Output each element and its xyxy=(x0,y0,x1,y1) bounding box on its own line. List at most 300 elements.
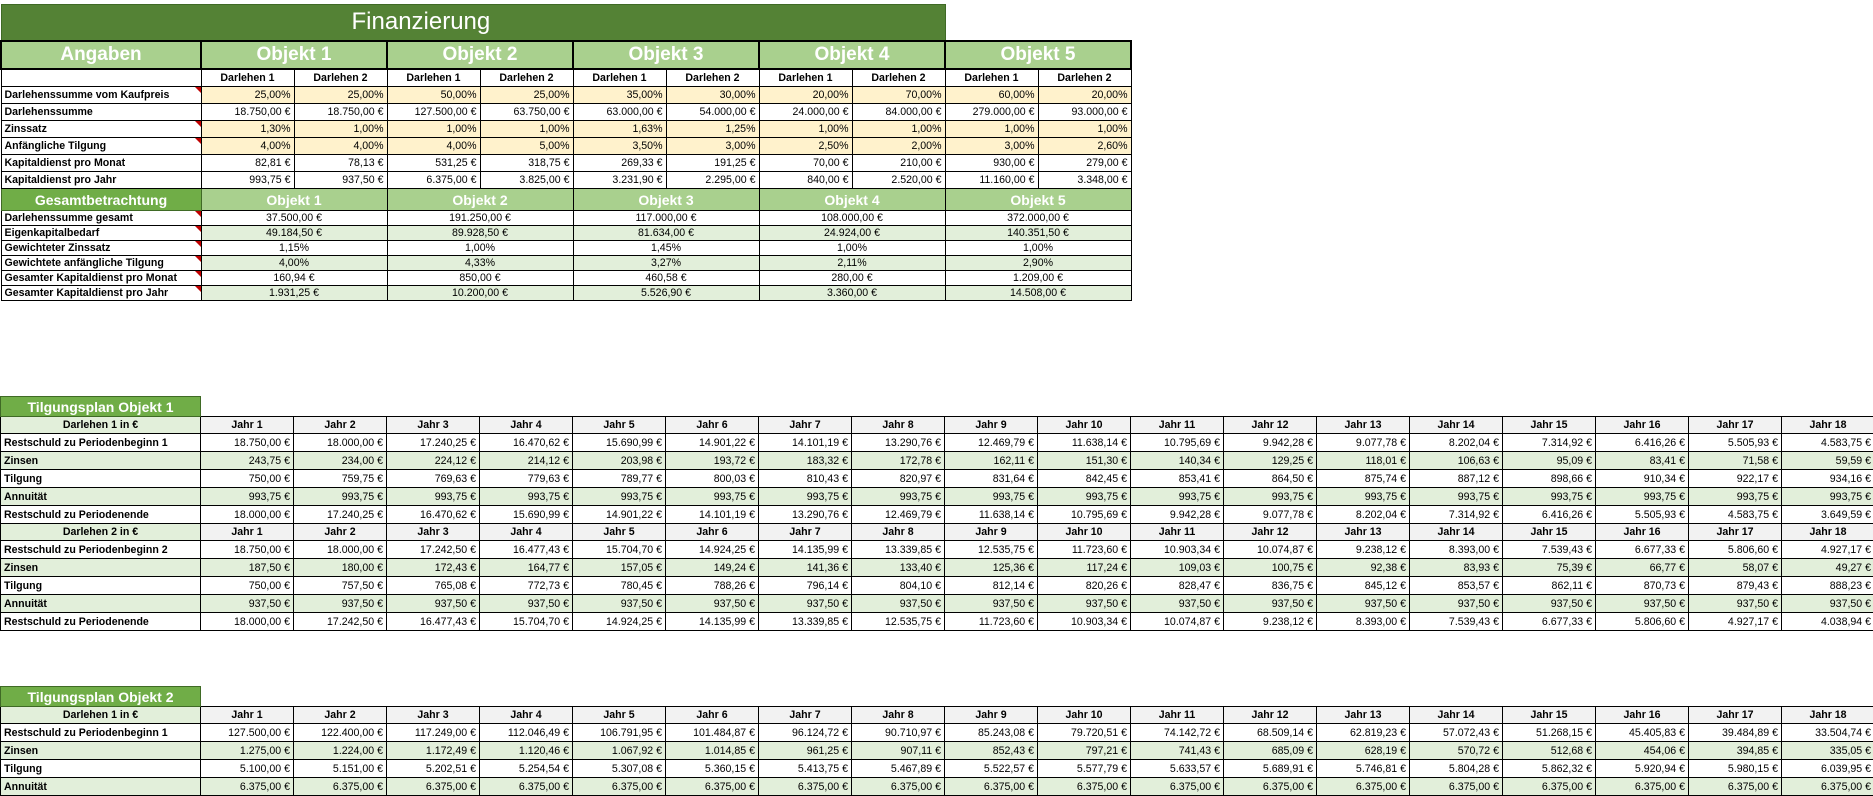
input-row-label: Kapitaldienst pro Jahr xyxy=(1,172,201,189)
plan-cell: 5.467,89 € xyxy=(852,760,945,778)
input-cell[interactable]: 1,00% xyxy=(759,121,852,138)
plan-cell: 16.477,43 € xyxy=(480,541,573,559)
plan-cell: 1.120,46 € xyxy=(480,742,573,760)
plan-cell: 7.539,43 € xyxy=(1410,613,1503,631)
plan-row xyxy=(1,559,1873,577)
year-header: Jahr 16 xyxy=(1596,417,1689,434)
year-header: Jahr 2 xyxy=(294,707,387,724)
plan-cell: 922,17 € xyxy=(1689,470,1782,488)
plan-cell: 937,50 € xyxy=(387,595,480,613)
plan-row-label: Restschuld zu Periodenbeginn 1 xyxy=(1,724,201,742)
plan-cell: 836,75 € xyxy=(1224,577,1317,595)
loan-section-header: Darlehen 2 in € xyxy=(1,524,201,541)
year-header: Jahr 6 xyxy=(666,707,759,724)
calculated-cell: 930,00 € xyxy=(945,155,1038,172)
plan-cell: 193,72 € xyxy=(666,452,759,470)
year-header: Jahr 9 xyxy=(945,417,1038,434)
gesamt-cell: 37.500,00 € xyxy=(201,211,387,226)
plan-cell: 117,24 € xyxy=(1038,559,1131,577)
input-cell[interactable]: 70,00% xyxy=(852,87,945,104)
plan-cell: 214,12 € xyxy=(480,452,573,470)
plan-cell: 6.375,00 € xyxy=(1503,778,1596,796)
input-cell[interactable]: 1,00% xyxy=(945,121,1038,138)
loan-label-spacer xyxy=(1,69,201,87)
plan-cell: 4.927,17 € xyxy=(1782,541,1873,559)
plan-cell: 164,77 € xyxy=(480,559,573,577)
plan-cell: 828,47 € xyxy=(1131,577,1224,595)
input-cell[interactable]: 1,30% xyxy=(201,121,294,138)
plan-cell: 6.375,00 € xyxy=(1689,778,1782,796)
plan-cell: 820,26 € xyxy=(1038,577,1131,595)
year-header: Jahr 18 xyxy=(1782,707,1873,724)
calculated-cell: 6.375,00 € xyxy=(387,172,480,189)
plan-cell: 937,50 € xyxy=(1596,595,1689,613)
plan-cell: 937,50 € xyxy=(1317,595,1410,613)
year-header: Jahr 8 xyxy=(852,707,945,724)
calculated-cell: 279.000,00 € xyxy=(945,104,1038,121)
calculated-cell: 18.750,00 € xyxy=(294,104,387,121)
plan-cell: 5.505,93 € xyxy=(1596,506,1689,524)
calculated-cell: 70,00 € xyxy=(759,155,852,172)
gesamt-cell: 108.000,00 € xyxy=(759,211,945,226)
plan-cell: 757,50 € xyxy=(294,577,387,595)
gesamt-cell: 1,00% xyxy=(945,241,1131,256)
gesamt-object-header-1: Objekt 1 xyxy=(201,189,387,211)
plan-cell: 5.804,28 € xyxy=(1410,760,1503,778)
input-cell[interactable]: 1,00% xyxy=(480,121,573,138)
gesamt-cell: 2,11% xyxy=(759,256,945,271)
plan-year-header-row xyxy=(1,707,1873,724)
loan-label: Darlehen 2 xyxy=(480,69,573,87)
gesamt-row xyxy=(1,226,1131,241)
calculated-cell: 3.231,90 € xyxy=(573,172,666,189)
plan-cell: 800,03 € xyxy=(666,470,759,488)
plan-cell: 6.375,00 € xyxy=(1224,778,1317,796)
plan-cell: 33.504,74 € xyxy=(1782,724,1873,742)
gesamt-cell: 81.634,00 € xyxy=(573,226,759,241)
plan-cell: 13.339,85 € xyxy=(759,613,852,631)
plan-cell: 162,11 € xyxy=(945,452,1038,470)
input-cell[interactable]: 3,50% xyxy=(573,138,666,155)
plan-cell: 907,11 € xyxy=(852,742,945,760)
plan-row-label: Zinsen xyxy=(1,742,201,760)
input-cell[interactable]: 1,00% xyxy=(387,121,480,138)
year-header: Jahr 13 xyxy=(1317,524,1410,541)
year-header: Jahr 11 xyxy=(1131,524,1224,541)
plan-row xyxy=(1,760,1873,778)
plan-title-row xyxy=(1,397,1873,417)
plan-cell: 5.151,00 € xyxy=(294,760,387,778)
plan-row xyxy=(1,434,1873,452)
input-cell[interactable]: 3,00% xyxy=(945,138,1038,155)
year-header: Jahr 10 xyxy=(1038,707,1131,724)
plan-cell: 16.470,62 € xyxy=(480,434,573,452)
input-cell[interactable]: 1,25% xyxy=(666,121,759,138)
year-header: Jahr 9 xyxy=(945,707,1038,724)
input-cell[interactable]: 1,00% xyxy=(294,121,387,138)
plan-cell: 993,75 € xyxy=(1503,488,1596,506)
plan-cell: 993,75 € xyxy=(1782,488,1873,506)
plan-cell: 879,43 € xyxy=(1689,577,1782,595)
input-row xyxy=(1,87,1131,104)
plan-cell: 853,57 € xyxy=(1410,577,1503,595)
plan-cell: 45.405,83 € xyxy=(1596,724,1689,742)
plan-cell: 5.920,94 € xyxy=(1596,760,1689,778)
plan-cell: 14.101,19 € xyxy=(666,506,759,524)
plan-cell: 937,50 € xyxy=(1038,595,1131,613)
year-header: Jahr 14 xyxy=(1410,417,1503,434)
input-cell[interactable]: 20,00% xyxy=(759,87,852,104)
year-header: Jahr 4 xyxy=(480,417,573,434)
plan-cell: 1.172,49 € xyxy=(387,742,480,760)
input-cell[interactable]: 25,00% xyxy=(480,87,573,104)
plan-cell: 993,75 € xyxy=(294,488,387,506)
input-cell[interactable]: 4,00% xyxy=(387,138,480,155)
input-cell[interactable]: 60,00% xyxy=(945,87,1038,104)
plan-cell: 5.577,79 € xyxy=(1038,760,1131,778)
year-header: Jahr 4 xyxy=(480,707,573,724)
gesamt-cell: 1,00% xyxy=(387,241,573,256)
input-cell[interactable]: 25,00% xyxy=(294,87,387,104)
plan-cell: 11.723,60 € xyxy=(945,613,1038,631)
loan-label: Darlehen 1 xyxy=(387,69,480,87)
plan-cell: 5.689,91 € xyxy=(1224,760,1317,778)
plan-cell: 4.038,94 € xyxy=(1782,613,1873,631)
loan-label: Darlehen 1 xyxy=(945,69,1038,87)
plan-row xyxy=(1,488,1873,506)
calculated-cell: 82,81 € xyxy=(201,155,294,172)
plan-cell: 5.505,93 € xyxy=(1689,434,1782,452)
plan-cell: 203,98 € xyxy=(573,452,666,470)
year-header: Jahr 17 xyxy=(1689,417,1782,434)
plan-cell: 15.704,70 € xyxy=(480,613,573,631)
gesamt-row-label: Gesamter Kapitaldienst pro Jahr xyxy=(1,286,201,301)
plan-cell: 4.583,75 € xyxy=(1689,506,1782,524)
plan-cell: 804,10 € xyxy=(852,577,945,595)
year-header: Jahr 12 xyxy=(1224,707,1317,724)
plan-cell: 6.375,00 € xyxy=(1410,778,1503,796)
year-header: Jahr 9 xyxy=(945,524,1038,541)
year-header: Jahr 10 xyxy=(1038,417,1131,434)
plan-cell: 1.275,00 € xyxy=(201,742,294,760)
plan-row-label: Annuität xyxy=(1,488,201,506)
plan-row xyxy=(1,452,1873,470)
gesamt-cell: 280,00 € xyxy=(759,271,945,286)
plan-cell: 993,75 € xyxy=(1224,488,1317,506)
year-header: Jahr 11 xyxy=(1131,707,1224,724)
plan-cell: 3.649,59 € xyxy=(1782,506,1873,524)
plan-cell: 937,50 € xyxy=(852,595,945,613)
gesamt-cell: 10.200,00 € xyxy=(387,286,573,301)
plan-cell: 5.633,57 € xyxy=(1131,760,1224,778)
year-header: Jahr 7 xyxy=(759,707,852,724)
calculated-cell: 937,50 € xyxy=(294,172,387,189)
year-header: Jahr 2 xyxy=(294,524,387,541)
plan-cell: 12.469,79 € xyxy=(852,506,945,524)
plan-cell: 993,75 € xyxy=(573,488,666,506)
input-row xyxy=(1,138,1131,155)
plan-cell: 68.509,14 € xyxy=(1224,724,1317,742)
year-header: Jahr 1 xyxy=(201,524,294,541)
plan-row-label: Zinsen xyxy=(1,559,201,577)
plan-cell: 759,75 € xyxy=(294,470,387,488)
loan-label: Darlehen 2 xyxy=(852,69,945,87)
plan-cell: 993,75 € xyxy=(945,488,1038,506)
plan-cell: 6.375,00 € xyxy=(666,778,759,796)
input-cell[interactable]: 2,60% xyxy=(1038,138,1131,155)
year-header: Jahr 5 xyxy=(573,707,666,724)
plan-cell: 750,00 € xyxy=(201,577,294,595)
plan-cell: 13.290,76 € xyxy=(759,506,852,524)
plan-cell: 10.795,69 € xyxy=(1131,434,1224,452)
input-cell[interactable]: 2,00% xyxy=(852,138,945,155)
plan-cell: 993,75 € xyxy=(387,488,480,506)
plan-year-header-row xyxy=(1,417,1873,434)
angaben-header: Angaben xyxy=(1,41,201,69)
plan-cell: 5.806,60 € xyxy=(1689,541,1782,559)
plan-cell: 13.290,76 € xyxy=(852,434,945,452)
calculated-cell: 840,00 € xyxy=(759,172,852,189)
input-row-label: Darlehenssumme xyxy=(1,104,201,121)
plan-cell: 454,06 € xyxy=(1596,742,1689,760)
plan-cell: 149,24 € xyxy=(666,559,759,577)
plan-cell: 993,75 € xyxy=(1131,488,1224,506)
gesamt-row xyxy=(1,256,1131,271)
plan-cell: 864,50 € xyxy=(1224,470,1317,488)
year-header: Jahr 15 xyxy=(1503,707,1596,724)
plan-title-row xyxy=(1,687,1873,707)
plan-cell: 685,09 € xyxy=(1224,742,1317,760)
plan-cell: 6.375,00 € xyxy=(1596,778,1689,796)
plan-cell: 14.101,19 € xyxy=(759,434,852,452)
calculated-cell: 84.000,00 € xyxy=(852,104,945,121)
plan-cell: 141,36 € xyxy=(759,559,852,577)
gesamt-cell: 89.928,50 € xyxy=(387,226,573,241)
plan-title: Tilgungsplan Objekt 2 xyxy=(1,687,201,707)
plan-cell: 62.819,23 € xyxy=(1317,724,1410,742)
plan-cell: 937,50 € xyxy=(1131,595,1224,613)
plan-cell: 570,72 € xyxy=(1410,742,1503,760)
gesamt-row-label: Gewichteter Zinssatz xyxy=(1,241,201,256)
plan-cell: 6.375,00 € xyxy=(201,778,294,796)
plan-cell: 14.901,22 € xyxy=(573,506,666,524)
plan-cell: 937,50 € xyxy=(1410,595,1503,613)
input-cell[interactable]: 4,00% xyxy=(201,138,294,155)
plan-cell: 8.202,04 € xyxy=(1410,434,1503,452)
plan-cell: 5.980,15 € xyxy=(1689,760,1782,778)
plan-cell: 58,07 € xyxy=(1689,559,1782,577)
plan-cell: 4.927,17 € xyxy=(1689,613,1782,631)
plan-cell: 6.375,00 € xyxy=(759,778,852,796)
plan-cell: 5.100,00 € xyxy=(201,760,294,778)
gesamt-cell: 1,45% xyxy=(573,241,759,256)
gesamt-row xyxy=(1,271,1131,286)
loan-section-header: Darlehen 1 in € xyxy=(1,707,201,724)
calculated-cell: 210,00 € xyxy=(852,155,945,172)
input-cell[interactable]: 3,00% xyxy=(666,138,759,155)
plan-cell: 937,50 € xyxy=(480,595,573,613)
year-header: Jahr 16 xyxy=(1596,524,1689,541)
plan-cell: 628,19 € xyxy=(1317,742,1410,760)
plan-cell: 6.677,33 € xyxy=(1503,613,1596,631)
gesamt-cell: 1.209,00 € xyxy=(945,271,1131,286)
loan-label: Darlehen 1 xyxy=(759,69,852,87)
plan-cell: 796,14 € xyxy=(759,577,852,595)
plan-cell: 6.375,00 € xyxy=(945,778,1038,796)
year-header: Jahr 18 xyxy=(1782,417,1873,434)
loan-label: Darlehen 2 xyxy=(1038,69,1131,87)
plan-cell: 810,43 € xyxy=(759,470,852,488)
input-cell[interactable]: 2,50% xyxy=(759,138,852,155)
plan-cell: 5.806,60 € xyxy=(1596,613,1689,631)
sheet-title: Finanzierung xyxy=(1,5,945,41)
year-header: Jahr 14 xyxy=(1410,707,1503,724)
year-header: Jahr 17 xyxy=(1689,524,1782,541)
plan-cell: 797,21 € xyxy=(1038,742,1131,760)
plan-cell: 14.135,99 € xyxy=(759,541,852,559)
input-row xyxy=(1,121,1131,138)
input-cell[interactable]: 1,00% xyxy=(852,121,945,138)
plan-cell: 180,00 € xyxy=(294,559,387,577)
plan-cell: 961,25 € xyxy=(759,742,852,760)
plan-year-header-row xyxy=(1,524,1873,541)
plan-cell: 937,50 € xyxy=(945,595,1038,613)
plan-cell: 15.704,70 € xyxy=(573,541,666,559)
plan-cell: 7.314,92 € xyxy=(1503,434,1596,452)
plan-cell: 820,97 € xyxy=(852,470,945,488)
plan-cell: 5.862,32 € xyxy=(1503,760,1596,778)
plan-cell: 17.240,25 € xyxy=(294,506,387,524)
gesamt-row xyxy=(1,286,1131,301)
input-cell[interactable]: 4,00% xyxy=(294,138,387,155)
loan-label: Darlehen 1 xyxy=(201,69,294,87)
loan-section-header: Darlehen 1 in € xyxy=(1,417,201,434)
plan-cell: 5.746,81 € xyxy=(1317,760,1410,778)
plan-cell: 83,93 € xyxy=(1410,559,1503,577)
gesamt-cell: 14.508,00 € xyxy=(945,286,1131,301)
year-header: Jahr 1 xyxy=(201,417,294,434)
plan-cell: 6.416,26 € xyxy=(1596,434,1689,452)
input-row-label: Anfängliche Tilgung xyxy=(1,138,201,155)
plan-cell: 937,50 € xyxy=(294,595,387,613)
plan-cell: 49,27 € xyxy=(1782,559,1873,577)
gesamt-cell: 49.184,50 € xyxy=(201,226,387,241)
plan-row xyxy=(1,724,1873,742)
loan-label: Darlehen 2 xyxy=(294,69,387,87)
input-cell[interactable]: 5,00% xyxy=(480,138,573,155)
year-header: Jahr 8 xyxy=(852,417,945,434)
plan-cell: 66,77 € xyxy=(1596,559,1689,577)
plan-cell: 157,05 € xyxy=(573,559,666,577)
plan-cell: 5.413,75 € xyxy=(759,760,852,778)
plan-cell: 112.046,49 € xyxy=(480,724,573,742)
plan-cell: 5.522,57 € xyxy=(945,760,1038,778)
gesamt-cell: 4,00% xyxy=(201,256,387,271)
input-cell[interactable]: 25,00% xyxy=(201,87,294,104)
year-header: Jahr 6 xyxy=(666,417,759,434)
input-cell[interactable]: 1,63% xyxy=(573,121,666,138)
plan-cell: 234,00 € xyxy=(294,452,387,470)
plan-cell: 6.375,00 € xyxy=(1782,778,1873,796)
plan-cell: 9.077,78 € xyxy=(1224,506,1317,524)
plan-cell: 11.638,14 € xyxy=(945,506,1038,524)
plan-cell: 6.039,95 € xyxy=(1782,760,1873,778)
plan-cell: 4.583,75 € xyxy=(1782,434,1873,452)
input-cell[interactable]: 1,00% xyxy=(1038,121,1131,138)
calculated-cell: 191,25 € xyxy=(666,155,759,172)
input-cell[interactable]: 20,00% xyxy=(1038,87,1131,104)
input-row xyxy=(1,104,1131,121)
plan-cell: 852,43 € xyxy=(945,742,1038,760)
plan-row-label: Tilgung xyxy=(1,577,201,595)
gesamt-cell: 3,27% xyxy=(573,256,759,271)
plan-cell: 187,50 € xyxy=(201,559,294,577)
plan-cell: 18.750,00 € xyxy=(201,541,294,559)
plan-cell: 75,39 € xyxy=(1503,559,1596,577)
plan-cell: 1.224,00 € xyxy=(294,742,387,760)
plan-cell: 11.638,14 € xyxy=(1038,434,1131,452)
plan-cell: 12.535,75 € xyxy=(852,613,945,631)
year-header: Jahr 5 xyxy=(573,417,666,434)
input-row xyxy=(1,155,1131,172)
plan-cell: 74.142,72 € xyxy=(1131,724,1224,742)
input-cell[interactable]: 35,00% xyxy=(573,87,666,104)
plan-cell: 92,38 € xyxy=(1317,559,1410,577)
plan-cell: 8.393,00 € xyxy=(1410,541,1503,559)
year-header: Jahr 16 xyxy=(1596,707,1689,724)
plan-cell: 335,05 € xyxy=(1782,742,1873,760)
input-cell[interactable]: 30,00% xyxy=(666,87,759,104)
plan-cell: 57.072,43 € xyxy=(1410,724,1503,742)
plan-row xyxy=(1,506,1873,524)
plan-cell: 993,75 € xyxy=(1410,488,1503,506)
plan-cell: 96.124,72 € xyxy=(759,724,852,742)
gesamt-cell: 160,94 € xyxy=(201,271,387,286)
plan-row-label: Restschuld zu Periodenbeginn 1 xyxy=(1,434,201,452)
plan-cell: 853,41 € xyxy=(1131,470,1224,488)
plan-cell: 769,63 € xyxy=(387,470,480,488)
plan-cell: 937,50 € xyxy=(759,595,852,613)
plan-cell: 15.690,99 € xyxy=(573,434,666,452)
plan-cell: 8.393,00 € xyxy=(1317,613,1410,631)
plan-cell: 845,12 € xyxy=(1317,577,1410,595)
year-header: Jahr 12 xyxy=(1224,524,1317,541)
loan-label: Darlehen 2 xyxy=(666,69,759,87)
plan-cell: 17.242,50 € xyxy=(387,541,480,559)
plan-cell: 118,01 € xyxy=(1317,452,1410,470)
loan-label: Darlehen 1 xyxy=(573,69,666,87)
plan-cell: 90.710,97 € xyxy=(852,724,945,742)
calculated-cell: 127.500,00 € xyxy=(387,104,480,121)
plan-cell: 125,36 € xyxy=(945,559,1038,577)
plan-cell: 765,08 € xyxy=(387,577,480,595)
plan-cell: 14.135,99 € xyxy=(666,613,759,631)
calculated-cell: 3.348,00 € xyxy=(1038,172,1131,189)
gesamt-cell: 117.000,00 € xyxy=(573,211,759,226)
gesamt-cell: 460,58 € xyxy=(573,271,759,286)
plan-cell: 129,25 € xyxy=(1224,452,1317,470)
calculated-cell: 24.000,00 € xyxy=(759,104,852,121)
gesamt-cell: 140.351,50 € xyxy=(945,226,1131,241)
plan-cell: 831,64 € xyxy=(945,470,1038,488)
object-header-2: Objekt 2 xyxy=(387,41,573,69)
plan-cell: 109,03 € xyxy=(1131,559,1224,577)
plan-cell: 993,75 € xyxy=(1317,488,1410,506)
plan-cell: 106,63 € xyxy=(1410,452,1503,470)
input-cell[interactable]: 50,00% xyxy=(387,87,480,104)
calculated-cell: 78,13 € xyxy=(294,155,387,172)
gesamt-cell: 2,90% xyxy=(945,256,1131,271)
